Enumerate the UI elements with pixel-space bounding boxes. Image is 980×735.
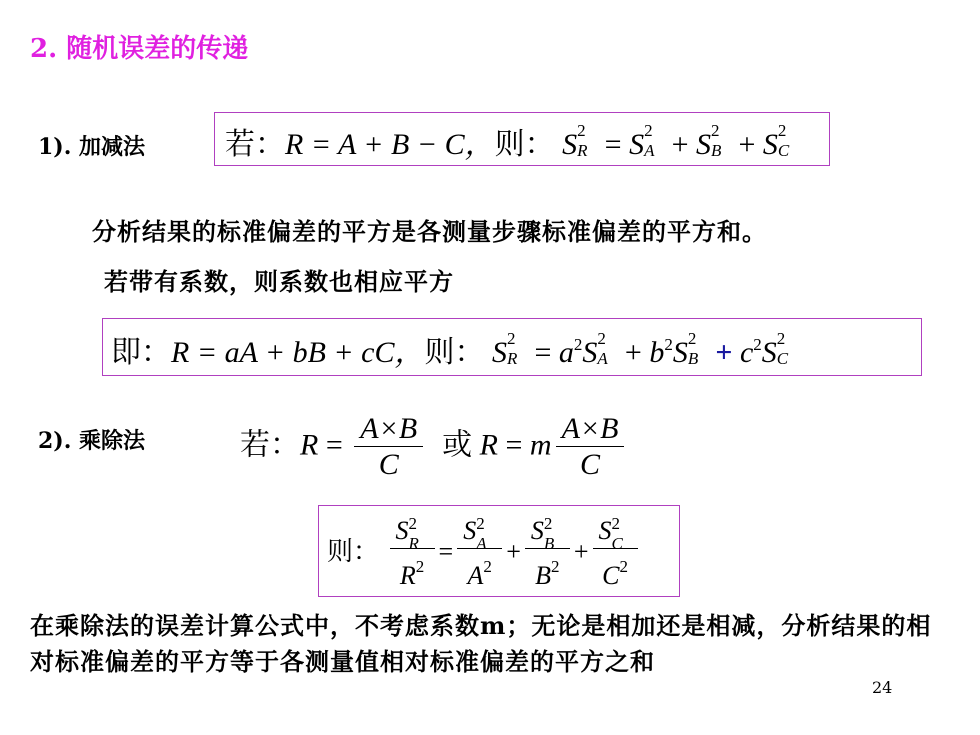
formula-prefix: 若： — [225, 128, 285, 161]
sr2-scripts: 2 R — [577, 121, 588, 161]
sb2: S — [695, 128, 711, 161]
relative-then: 则： — [327, 536, 380, 566]
heading-multiplication-division: 2). 乘除法 — [38, 428, 146, 454]
formula-main: R = A + B − C， — [285, 128, 495, 161]
coef-main: R = aA + bB + cC， — [171, 336, 425, 369]
slide-title: 2. 随机误差的传递 — [30, 34, 249, 64]
sa2: S — [629, 128, 645, 161]
heading-addition-subtraction: 1). 加减法 — [38, 134, 146, 160]
formula-box-addition — [214, 112, 830, 166]
mult-prefix: 若： — [240, 428, 300, 462]
or-text: 或 — [442, 428, 473, 462]
sr2: S — [562, 128, 578, 161]
desc-multiplication: 在乘除法的误差计算公式中，不考虑系数m；无论是相加还是相减，分析结果的相对标准偏差的平方等于各测量值相对标准偏差的平方之和 — [30, 611, 932, 676]
formula-then: 则： — [494, 128, 555, 161]
coef-prefix: 即： — [111, 336, 171, 369]
desc-addition-1: 分析结果的标准偏差的平方是各测量步骤标准偏差的平方和。 — [92, 217, 767, 246]
page-number: 24 — [872, 678, 893, 697]
sc2: S — [762, 128, 778, 161]
formula-relative: 则： S 2 R $R^2$ = S 2 A $A^2$ + S 2 B $B^2$ + S 2 C $C^2$ — [327, 514, 642, 594]
formula-box-relative — [318, 505, 680, 597]
formula-addition: 若：R = A + B − C，则： S 2 R = S 2 A + S 2 B + S 2 C — [225, 121, 790, 161]
formula-coefficients: 即：R = aA + bB + cC，则： S 2 R = $a^2S$ 2 A + $b^2S$ 2 B + $c^2S$ 2 C — [111, 329, 789, 369]
desc-addition-2: 若带有系数，则系数也相应平方 — [104, 267, 454, 296]
formula-multiplication: 若：R = $\frac{A\times B}{C}$ 或 R = m $\frac{A\times B}{C}$ — [240, 412, 628, 483]
formula-box-coefficients — [102, 318, 922, 376]
coef-then: 则： — [424, 336, 485, 369]
